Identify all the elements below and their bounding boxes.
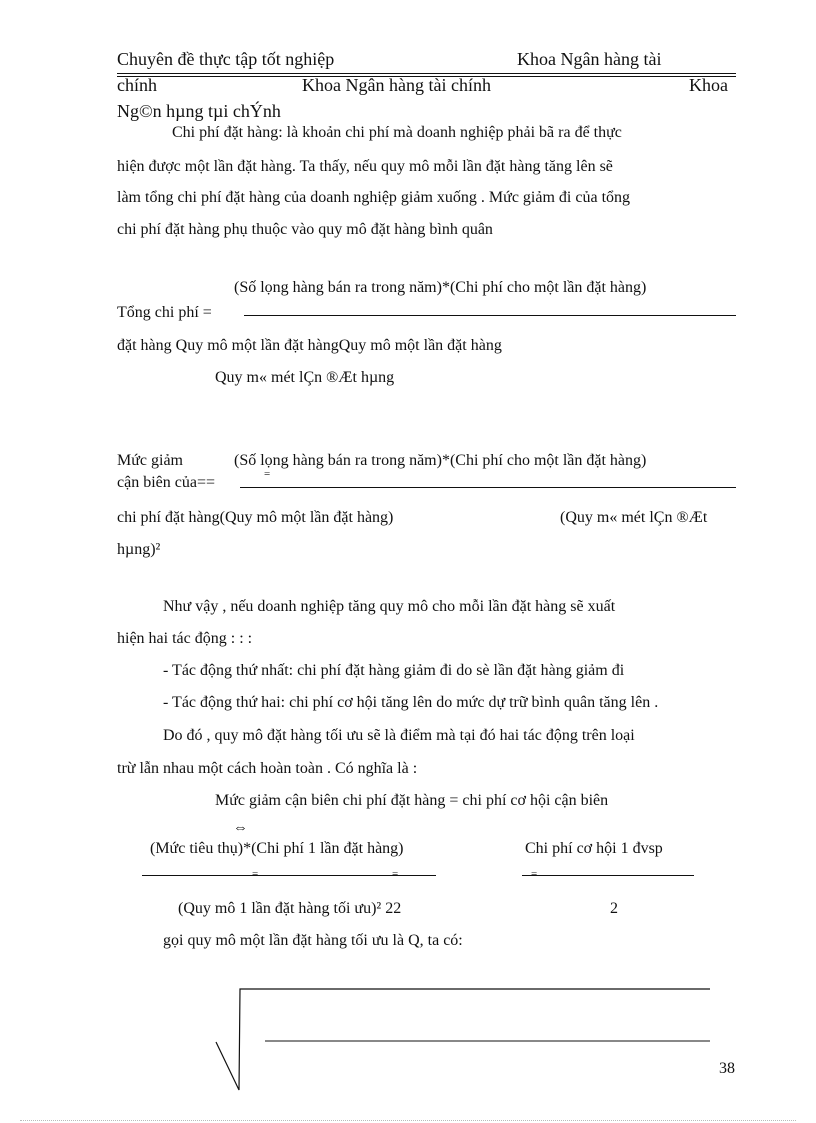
formula1-line3: đặt hàng Quy mô một lần đặt hàngQuy mô một lần đặt hàng (117, 337, 502, 354)
formula2-numerator: (Số lọng hàng bán ra trong năm)*(Chi phí cho một lần đặt hàng) (234, 452, 647, 469)
square-root-sign-icon (210, 985, 720, 1100)
formula3-right-bar (522, 875, 694, 876)
header-title-left: Chuyên đề thực tập tốt nghiệp (117, 49, 335, 69)
formula2-mark: = (264, 468, 271, 480)
page-number: 38 (719, 1060, 735, 1077)
formula2-line3-right: (Quy m« mét lÇn ®Æt (560, 509, 708, 526)
header-row2-right: Khoa (689, 75, 728, 95)
formula2-label1: Mức giảm (117, 452, 183, 469)
intro-line-3: làm tổng chi phí đặt hàng của doanh nghiệp giảm xuống . Mức giảm đi của tổng (117, 189, 631, 206)
formula1-fraction-bar (244, 315, 736, 316)
header-row3: Ng©n hµng tµi chÝnh (117, 101, 281, 121)
header-title-right: Khoa Ngân hàng tài (517, 49, 662, 69)
page-bottom-divider (20, 1120, 796, 1121)
formula3-arrow: ⇔ (233, 820, 248, 836)
body-p1-line1: Như vậy , nếu doanh nghiệp tăng quy mô cho mỗi lần đặt hàng sẽ xuất (163, 598, 616, 615)
body-p2-line2: trừ lẫn nhau một cách hoàn toàn . Có nghĩa là : (117, 760, 418, 777)
body-p1-line2: hiện hai tác động : : : (117, 630, 253, 647)
formula1-label: Tổng chi phí = (117, 304, 212, 321)
formula3-left: (Mức tiêu thụ)*(Chi phí 1 lần đặt hàng) (150, 840, 404, 857)
formula3-two: 2 (610, 900, 618, 917)
formula1-line4: Quy m« mét lÇn ®Æt hµng (215, 369, 395, 386)
formula1-numerator: (Số lọng hàng bán ra trong năm)*(Chi phí cho một lần đặt hàng) (234, 279, 647, 296)
body-p2-line1: Do đó , quy mô đặt hàng tối ưu sẽ là điểm mà tại đó hai tác động trên loại (163, 727, 635, 744)
intro-line-1: Chi phí đặt hàng: là khoản chi phí mà doanh nghiệp phải bã ra để thực (172, 124, 622, 141)
formula2-fraction-bar (240, 487, 736, 488)
header-rule-top (117, 73, 736, 74)
body-bullet-1: - Tác động thứ nhất: chi phí đặt hàng giảm đi do sè lần đặt hàng giảm đi (163, 662, 625, 679)
formula3-eq-3: = (531, 868, 538, 880)
body-equation: Mức giảm cận biên chi phí đặt hàng = chi phí cơ hội cận biên (215, 792, 609, 809)
formula3-eq-1: = (252, 868, 259, 880)
intro-line-2: hiện được một lần đặt hàng. Ta thấy, nếu quy mô mỗi lần đặt hàng tăng lên sẽ (117, 158, 613, 175)
formula3-denominator: (Quy mô 1 lần đặt hàng tối ưu)² 22 (178, 900, 402, 917)
formula2-line4: hµng)² (117, 541, 161, 558)
header-row2-mid: Khoa Ngân hàng tài chính (302, 75, 491, 95)
intro-line-4: chi phí đặt hàng phụ thuộc vào quy mô đặt hàng bình quân (117, 221, 493, 238)
formula3-right: Chi phí cơ hội 1 đvsp (525, 840, 663, 857)
formula2-line3-left: chi phí đặt hàng(Quy mô một lần đặt hàng) (117, 509, 394, 526)
closing-line: gọi quy mô một lần đặt hàng tối ưu là Q, ta có: (163, 932, 463, 949)
formula2-label2: cận biên của== (117, 474, 215, 491)
body-bullet-2: - Tác động thứ hai: chi phí cơ hội tăng lên do mức dự trữ bình quân tăng lên . (163, 694, 659, 711)
formula3-eq-2: = (392, 868, 399, 880)
header-row2-left: chính (117, 75, 157, 95)
